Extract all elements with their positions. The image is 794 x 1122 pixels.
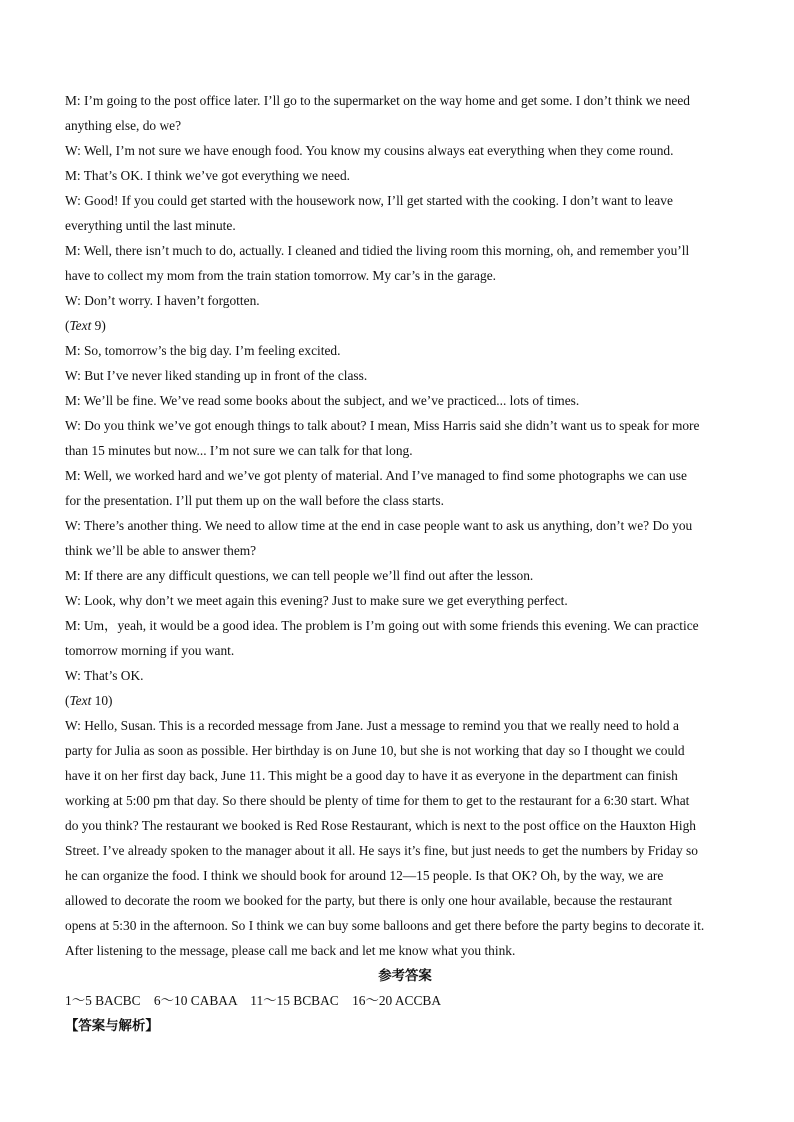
text-line: do you think? The restaurant we booked is Red Rose Restaurant, which is next to the post office on the Hauxton High [65, 818, 696, 833]
text-line: anything else, do we? [65, 118, 182, 133]
text-line: W: Look, why don’t we meet again this evening? Just to make sure we get everything perfect. [65, 593, 568, 608]
text-line: he can organize the food. I think we should book for around 12—15 people. Is that OK? Oh, by the way, we are [65, 868, 664, 883]
document-page [65, 88, 745, 1038]
text-line: W: Don’t worry. I haven’t forgotten. [65, 293, 260, 308]
text-line: M: Um，yeah, it would be a good idea. The problem is I’m going out with some friends this evening. We can practice [65, 618, 699, 633]
text-line: M: I’m going to the post office later. I’ll go to the supermarket on the way home and get some. I don’t think we need [65, 93, 690, 108]
monologue-text10 [65, 713, 745, 963]
text-line: tomorrow morning if you want. [65, 643, 235, 658]
text-line: have to collect my mom from the train station tomorrow. My car’s in the garage. [65, 268, 496, 283]
text-line: M: That’s OK. I think we’ve got everything we need. [65, 168, 350, 183]
text-line: have it on her first day back, June 11. This might be a good day to have it as everyone in the department can finish [65, 768, 678, 783]
section-title: Text [69, 318, 92, 333]
text-line: for the presentation. I’ll put them up on the wall before the class starts. [65, 493, 444, 508]
dialogue-text8-end [65, 88, 745, 313]
analysis-heading: 【答案与解析】 [65, 1018, 159, 1033]
text-line: W: But I’ve never liked standing up in front of the class. [65, 368, 368, 383]
text-line: M: So, tomorrow’s the big day. I’m feeling excited. [65, 343, 341, 358]
text-line: party for Julia as soon as possible. Her birthday is on June 10, but she is not working that day so I thought we could [65, 743, 685, 758]
text-line: W: Well, I’m not sure we have enough food. You know my cousins always eat everything when they come round. [65, 143, 674, 158]
text-line: M: If there are any difficult questions, we can tell people we’ll find out after the lesson. [65, 568, 534, 583]
text-line: After listening to the message, please call me back and let me know what you think. [65, 943, 516, 958]
text-line: W: Do you think we’ve got enough things to talk about? I mean, Miss Harris said she didn’t want us to speak for more [65, 418, 700, 433]
answer-key-heading: 参考答案 [378, 968, 432, 983]
text-line: think we’ll be able to answer them? [65, 543, 257, 558]
text-line: Street. I’ve already spoken to the manager about it all. He says it’s fine, but just needs to get the numbers by Friday so [65, 843, 698, 858]
section-heading-text-10: (Text 10) [65, 693, 113, 708]
text-line: W: There’s another thing. We need to allow time at the end in case people want to ask us anything, don’t we? Do you [65, 518, 693, 533]
section-title: Text [69, 693, 92, 708]
text-line: W: Hello, Susan. This is a recorded message from Jane. Just a message to remind you that we really need to hold a [65, 718, 679, 733]
text-line: M: Well, there isn’t much to do, actually. I cleaned and tidied the living room this morning, oh, and remember you’ll [65, 243, 690, 258]
text-line: working at 5:00 pm that day. So there should be plenty of time for them to get to the restaurant for a 6:30 start. What [65, 793, 690, 808]
section-heading-text-9: (Text 9) [65, 318, 106, 333]
text-line: everything until the last minute. [65, 218, 236, 233]
answer-key-line: 1～5 BACBC 6～10 CABAA 11～15 BCBAC 16～20 ACCBA [65, 993, 441, 1008]
text-line: allowed to decorate the room we booked for the party, but there is only one hour available, because the restaurant [65, 893, 673, 908]
text-line: W: That’s OK. [65, 668, 144, 683]
text-line: than 15 minutes but now... I’m not sure we can talk for that long. [65, 443, 413, 458]
text-line: M: We’ll be fine. We’ve read some books about the subject, and we’ve practiced... lots of times. [65, 393, 580, 408]
text-line: M: Well, we worked hard and we’ve got plenty of material. And I’ve managed to find some photographs we can use [65, 468, 687, 483]
text-line: opens at 5:30 in the afternoon. So I think we can buy some balloons and get there before the party begins to decorate it. [65, 918, 705, 933]
dialogue-text9 [65, 338, 745, 688]
text-line: W: Good! If you could get started with the housework now, I’ll get started with the cooking. I don’t want to leave [65, 193, 673, 208]
